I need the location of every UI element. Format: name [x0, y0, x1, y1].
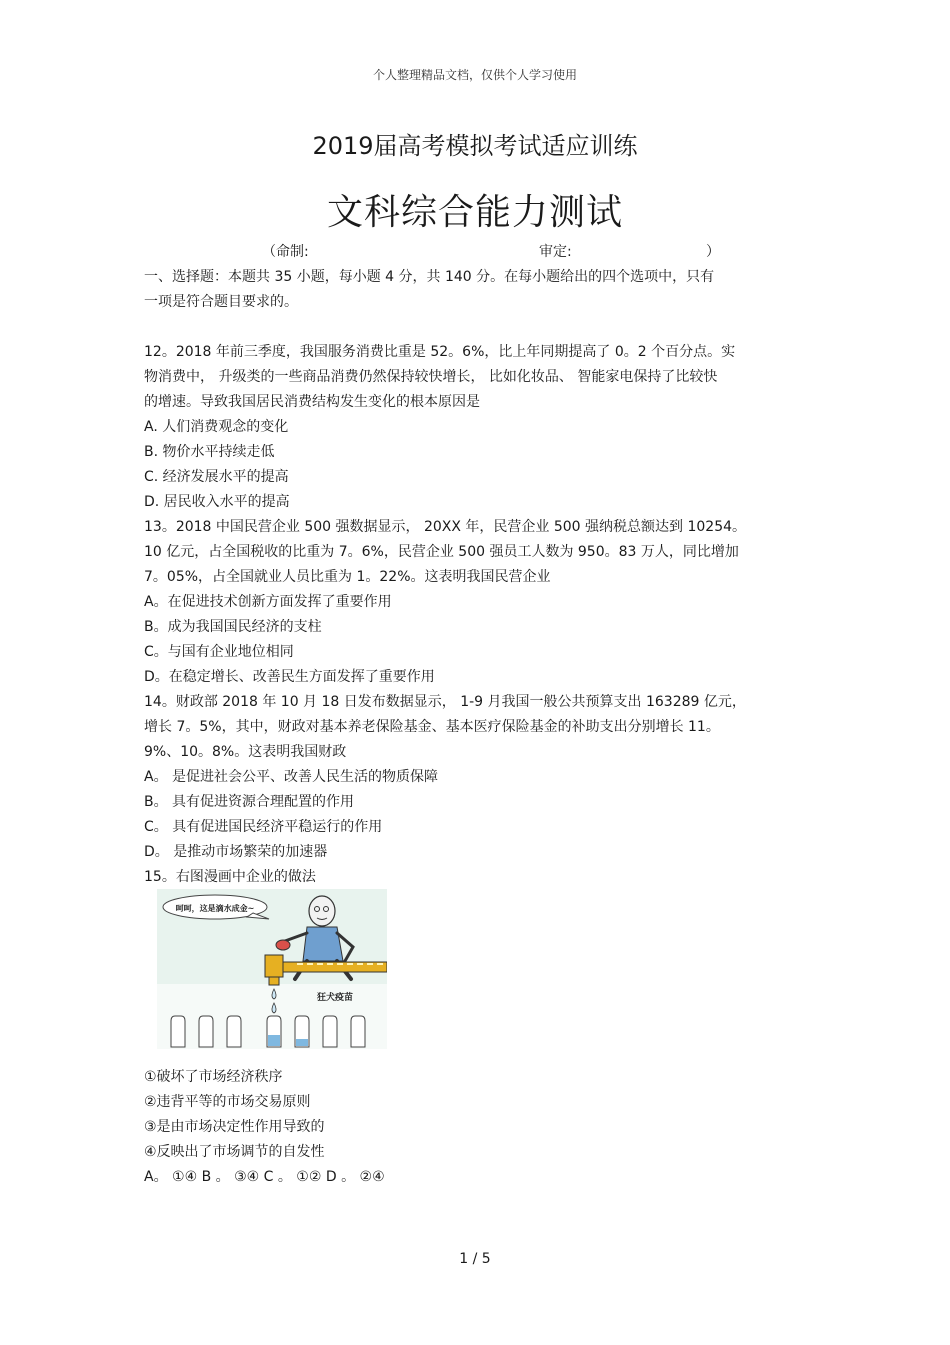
q12-stem-2: 物消费中， 升级类的一些商品消费仍然保持较快增长， 比如化妆品、 智能家电保持了比较快 [144, 369, 718, 385]
exam-subtitle: 文科综合能力测试 [326, 192, 623, 233]
reviewer-label: 审定: [539, 244, 572, 260]
q13-stem-2: 10 亿元，占全国税收的比重为 7。6%，民营企业 500 强员工人数为 950。83 万人，同比增加 [144, 544, 739, 560]
q14-option-c: C。 具有促进国民经济平稳运行的作用 [144, 819, 383, 835]
vaccine-cartoon [157, 889, 387, 1049]
header-note: 个人整理精品文档，仅供个人学习使用 [372, 68, 577, 82]
q12-option-b: B. 物价水平持续走低 [144, 444, 275, 460]
instructions-line-2: 一项是符合题目要求的。 [144, 294, 298, 310]
q14-option-d: D。 是推动市场繁荣的加速器 [144, 844, 328, 860]
q13-stem-3: 7。05%，占全国就业人员比重为 1。22%。这表明我国民营企业 [144, 569, 551, 585]
q14-stem-3: 9%、10。8%。这表明我国财政 [144, 744, 347, 760]
q14-stem-2: 增长 7。5%，其中，财政对基本养老保险基金、基本医疗保险基金的补助支出分别增长 11。 [144, 719, 720, 735]
q12-stem-3: 的增速。导致我国居民消费结构发生变化的根本原因是 [144, 394, 480, 410]
instructions-line-1: 一、选择题：本题共 35 小题，每小题 4 分，共 140 分。在每小题给出的四个选项中，只有 [144, 269, 715, 285]
q15-statement-2: ②违背平等的市场交易原则 [144, 1094, 311, 1110]
credits-close: ） [706, 244, 720, 260]
cartoon-speech: 呵呵，这是滴水成金~ [175, 904, 255, 913]
cartoon-label: 狂犬疫苗 [316, 993, 354, 1003]
q13-stem-1: 13。2018 中国民营企业 500 强数据显示， 20XX 年，民营企业 500 强纳税总额达到 10254。 [144, 519, 747, 535]
q14-option-b: B。 具有促进资源合理配置的作用 [144, 794, 355, 810]
q14-option-a: A。 是促进社会公平、改善人民生活的物质保障 [144, 769, 439, 785]
q13-option-a: A。在促进技术创新方面发挥了重要作用 [144, 594, 392, 610]
q15-statement-3: ③是由市场决定性作用导致的 [144, 1119, 325, 1135]
q14-stem-1: 14。财政部 2018 年 10 月 18 日发布数据显示， 1-9 月我国一般公共预算支出 163289 亿元， [144, 694, 746, 710]
q12-option-a: A. 人们消费观念的变化 [144, 419, 289, 435]
q12-option-c: C. 经济发展水平的提高 [144, 469, 289, 485]
q15-stem: 15。右图漫画中企业的做法 [144, 869, 316, 885]
q12-option-d: D. 居民收入水平的提高 [144, 494, 290, 510]
q13-option-b: B。成为我国国民经济的支柱 [144, 619, 322, 635]
q15-statement-4: ④反映出了市场调节的自发性 [144, 1144, 325, 1160]
exam-title: 2019届高考模拟考试适应训练 [312, 132, 638, 160]
q15-statement-1: ①破坏了市场经济秩序 [144, 1069, 283, 1085]
q12-stem-1: 12。2018 年前三季度，我国服务消费比重是 52。6%，比上年同期提高了 0。2 个百分点。实 [144, 344, 736, 360]
q13-option-c: C。与国有企业地位相同 [144, 644, 294, 660]
compiler-label: （命制: [262, 244, 309, 260]
page-number: 1 / 5 [459, 1251, 491, 1267]
q13-option-d: D。在稳定增长、改善民生方面发挥了重要作用 [144, 669, 435, 685]
q15-answer-options: A。 ①④ B 。 ③④ C 。 ①② D 。 ②④ [144, 1169, 385, 1185]
